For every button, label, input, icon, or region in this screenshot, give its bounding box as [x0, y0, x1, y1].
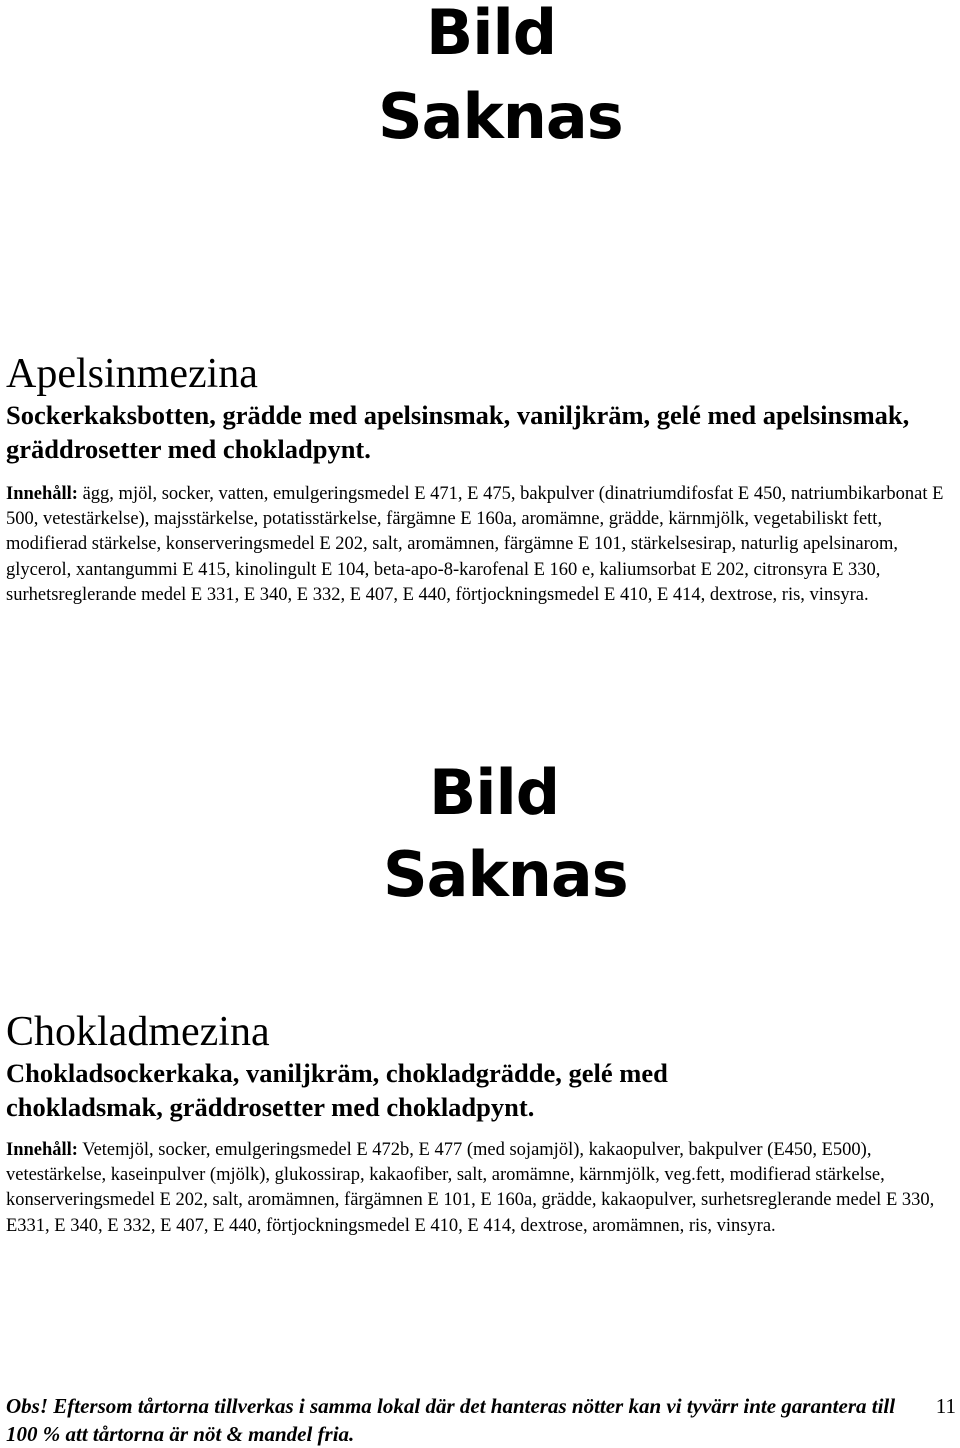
placeholder-text-saknas: Saknas	[383, 838, 628, 911]
ingredients-label: Innehåll:	[6, 484, 78, 504]
ingredients-text: ägg, mjöl, socker, vatten, emulgeringsmedel E 471, E 475, bakpulver (dinatriumdifosfat E 450, natriumbikarbonat E 500, vetestärkelse), majsstärkelse, potatisstärkelse, färgämne E 160a, aromämne, grädde, kärnmjölk, vegetabiliskt fett, modifierad stärkelse, konserveringsmedel E 202, salt, aromämnen, färgämne E 101, stärkelsesirap, naturlig apelsinarom, glycerol, xantangummi E 415, kinolingult E 104, beta-apo-8-karofenal E 160 e, kaliumsorbat E 202, citronsyra E 330, surhetsreglerande medel E 331, E 340, E 332, E 407, E 440, förtjockningsmedel E 410, E 414, dextrose, ris, vinsyra.	[6, 484, 944, 605]
placeholder-text-bild: Bild	[426, 0, 557, 69]
page-number: 11	[935, 1394, 956, 1418]
placeholder-text-saknas: Saknas	[378, 80, 623, 153]
missing-image-placeholder	[370, 0, 623, 160]
ingredients-paragraph	[6, 482, 956, 608]
product-apelsinmezina	[6, 350, 956, 608]
product-chokladmezina	[6, 1008, 956, 1239]
missing-image-placeholder	[375, 756, 628, 920]
product-description: Chokladsockerkaka, vaniljkräm, chokladgrädde, gelé med chokladsmak, gräddrosetter med chokladpynt.	[6, 1058, 668, 1122]
placeholder-text-bild: Bild	[429, 756, 560, 829]
ingredients-paragraph	[6, 1138, 956, 1239]
ingredients-label: Innehåll:	[6, 1140, 78, 1160]
product-name: Apelsinmezina	[6, 351, 258, 397]
ingredients-text: Vetemjöl, socker, emulgeringsmedel E 472b, E 477 (med sojamjöl), kakaopulver, bakpulver (E450, E500), vetestärkelse, kaseinpulver (mjölk), glukossirap, kakaofiber, salt, aromämne, kärnmjölk, veg.fett, modifierad stärkelse, konserveringsmedel E 202, salt, aromämnen, färgämnen E 101, E 160a, grädde, kakaopulver, surhetsreglerande medel E 330, E331, E 340, E 332, E 407, E 440, förtjockningsmedel E 410, E 414, dextrose, aromämnen, ris, vinsyra.	[6, 1140, 935, 1236]
allergy-notice: Obs! Eftersom tårtorna tillverkas i samma lokal där det hanteras nötter kan vi tyvärr inte garantera till 100 % att tårtorna är nöt & mandel fria.	[6, 1394, 896, 1446]
product-name: Chokladmezina	[6, 1009, 270, 1055]
product-description: Sockerkaksbotten, grädde med apelsinsmak, vaniljkräm, gelé med apelsinsmak, gräddrosetter med chokladpynt.	[6, 400, 910, 464]
